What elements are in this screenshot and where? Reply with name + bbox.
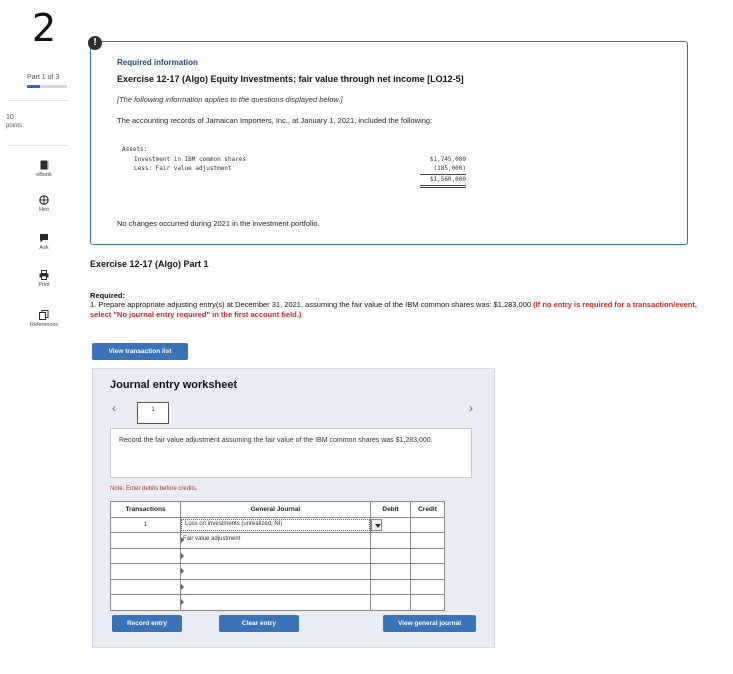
references-icon — [39, 310, 49, 320]
view-general-journal-button[interactable]: View general journal — [383, 615, 476, 632]
hint-label: Hint — [39, 207, 49, 213]
credit-field[interactable] — [411, 579, 445, 595]
ebook-icon — [40, 160, 49, 170]
next-chevron-icon[interactable]: › — [469, 401, 473, 415]
question-sidebar — [0, 0, 70, 674]
account-field[interactable] — [181, 533, 371, 549]
references-label: References — [29, 322, 59, 328]
sidebar-divider — [8, 100, 68, 101]
info-italic-note: [The following information applies to the questions displayed below.] — [117, 95, 343, 104]
debit-field[interactable] — [371, 564, 411, 580]
print-label: Print — [38, 282, 50, 288]
total-double-underline — [420, 187, 466, 188]
row-marker-icon — [181, 599, 184, 605]
ask-icon — [39, 233, 49, 243]
assets-label: Assets: — [122, 146, 148, 153]
account-field[interactable] — [181, 564, 371, 580]
debits-note: Note: Enter debits before credits. — [110, 486, 198, 492]
part-title: Exercise 12-17 (Algo) Part 1 — [90, 259, 209, 269]
clear-entry-button[interactable]: Clear entry — [219, 615, 299, 632]
worksheet-title: Journal entry worksheet — [110, 379, 238, 391]
print-button[interactable] — [24, 270, 64, 288]
total-double-underline — [420, 185, 466, 186]
hint-icon — [39, 195, 49, 205]
journal-table — [110, 501, 445, 611]
required-main-text: 1. Prepare appropriate adjusting entry(s) at December 31, 2021, assuming the fair value of the IBM common shares was: $1,283,000 — [90, 300, 534, 309]
asset-row-label: Investment in IBM common shares — [134, 156, 246, 163]
transaction-cell — [111, 564, 181, 580]
print-icon — [39, 270, 49, 280]
ask-label: Ask — [39, 245, 49, 251]
record-entry-button[interactable]: Record entry — [112, 615, 182, 632]
table-row — [111, 533, 445, 549]
credit-field[interactable] — [411, 517, 445, 533]
transaction-cell — [111, 548, 181, 564]
credit-field[interactable] — [411, 595, 445, 611]
exercise-heading: Exercise 12-17 (Algo) Equity Investments; fair value through net income [LO12-5] — [117, 74, 464, 84]
no-change-note: No changes occurred during 2021 in the investment portfolio. — [117, 219, 320, 228]
hint-button[interactable] — [24, 195, 64, 213]
row-marker-icon — [181, 553, 184, 559]
alert-icon: ! — [88, 36, 102, 50]
subtotal-underline — [420, 174, 466, 175]
asset-row-label: Less: Fair value adjustment — [134, 165, 232, 172]
asset-row-value: (185,000) — [433, 165, 466, 172]
info-title: Required information — [117, 58, 198, 67]
table-row — [111, 579, 445, 595]
journal-table-header — [111, 502, 445, 518]
column-header-debit: Debit — [371, 502, 411, 518]
references-button[interactable] — [24, 310, 64, 328]
ebook-label: eBook — [36, 172, 52, 178]
credit-field[interactable] — [411, 533, 445, 549]
account-value: Fair value adjustment — [183, 536, 241, 542]
info-description: The accounting records of Jamaican Importers, Inc., at January 1, 2021, included the following: — [117, 116, 433, 125]
asset-row-value: $1,745,000 — [429, 156, 466, 163]
account-dropdown-icon[interactable] — [371, 519, 382, 531]
column-header-general-journal: General Journal — [181, 502, 371, 518]
column-header-credit: Credit — [411, 502, 445, 518]
column-header-transactions: Transactions — [111, 502, 181, 518]
prev-chevron-icon[interactable]: ‹ — [112, 401, 116, 415]
account-field[interactable] — [181, 595, 371, 611]
points-label: points — [6, 123, 23, 129]
row-marker-icon — [181, 584, 184, 590]
transaction-cell — [111, 595, 181, 611]
row-marker-icon — [181, 568, 184, 574]
ask-button[interactable] — [24, 233, 64, 251]
transaction-cell — [111, 579, 181, 595]
credit-field[interactable] — [411, 548, 445, 564]
table-row — [111, 548, 445, 564]
worksheet-page-tab[interactable]: 1 — [137, 402, 169, 424]
required-red-text: (If no entry is required for a transaction/event, select "No journal entry required" in the first account field.) — [90, 300, 697, 319]
points-value: 10 — [6, 114, 14, 121]
debit-field[interactable] — [371, 548, 411, 564]
account-field[interactable] — [181, 517, 371, 533]
debit-field[interactable] — [371, 579, 411, 595]
debit-field[interactable] — [371, 533, 411, 549]
account-field[interactable] — [181, 548, 371, 564]
instruction-text: Record the fair value adjustment assuming the fair value of the IBM common shares was $1,283,000. — [119, 437, 433, 444]
required-information-box — [90, 41, 688, 245]
debit-field[interactable] — [371, 595, 411, 611]
part-progress-bar — [27, 85, 67, 88]
table-row — [111, 595, 445, 611]
part-progress-fill — [27, 85, 40, 88]
transaction-cell — [111, 533, 181, 549]
sidebar-divider — [8, 145, 68, 146]
credit-field[interactable] — [411, 564, 445, 580]
table-row — [111, 517, 445, 533]
part-label: Part 1 of 3 — [27, 74, 60, 81]
view-transaction-list-button[interactable]: View transaction list — [92, 343, 188, 360]
table-row — [111, 564, 445, 580]
ebook-button[interactable] — [24, 160, 64, 178]
account-value: Loss on investments (unrealized, NI) — [185, 520, 283, 527]
account-field[interactable] — [181, 579, 371, 595]
question-number: 2 — [32, 6, 57, 50]
required-label: Required: — [90, 291, 126, 300]
required-text — [90, 300, 710, 320]
asset-total-value: $1,560,000 — [429, 176, 466, 183]
transaction-cell: 1 — [111, 517, 181, 533]
